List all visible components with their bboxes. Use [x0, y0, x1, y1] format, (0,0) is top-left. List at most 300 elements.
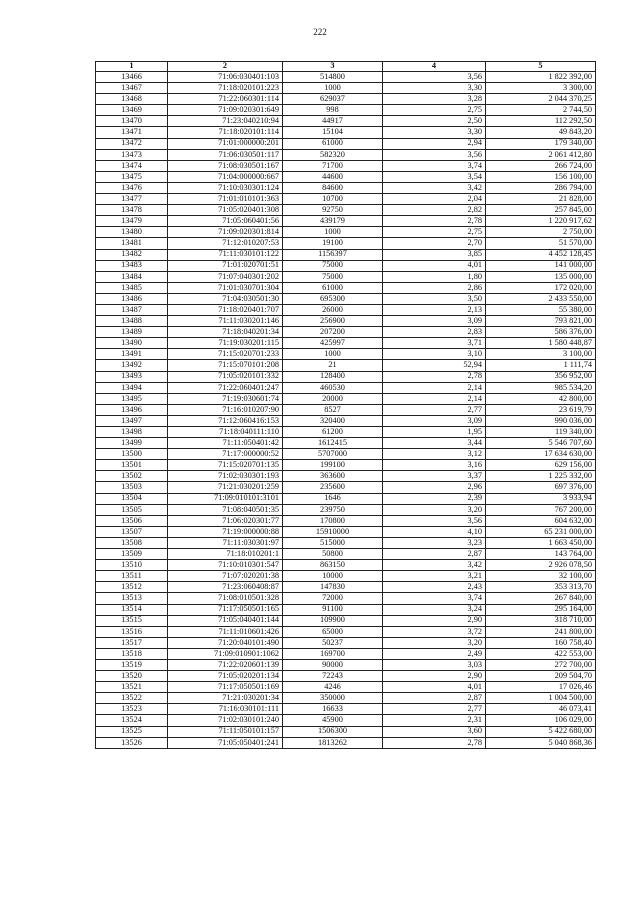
cadastral-number-cell: 71:09:020301:814 [168, 227, 283, 238]
cadastral-number-cell: 71:18:040201:34 [168, 327, 283, 338]
row-number-cell: 13506 [96, 515, 168, 526]
rate-cell: 2,04 [383, 194, 486, 205]
value-cell: 32 100,00 [486, 571, 596, 582]
row-number-cell: 13512 [96, 582, 168, 593]
value-cell: 2 926 078,50 [486, 560, 596, 571]
table-row [96, 360, 596, 371]
area-cell: 239750 [283, 504, 383, 515]
rate-cell: 2,87 [383, 693, 486, 704]
value-cell: 5 040 868,36 [486, 737, 596, 748]
area-cell: 128400 [283, 371, 383, 382]
area-cell: 72243 [283, 671, 383, 682]
table-row [96, 449, 596, 460]
area-cell: 1646 [283, 493, 383, 504]
rate-cell: 3,44 [383, 438, 486, 449]
rate-cell: 2,13 [383, 304, 486, 315]
area-cell: 75000 [283, 271, 383, 282]
area-cell: 1612415 [283, 438, 383, 449]
rate-cell: 2,90 [383, 615, 486, 626]
area-cell: 90000 [283, 659, 383, 670]
area-cell: 61000 [283, 282, 383, 293]
row-number-cell: 13526 [96, 737, 168, 748]
area-cell: 109900 [283, 615, 383, 626]
value-cell: 1 580 448,87 [486, 338, 596, 349]
table-row [96, 715, 596, 726]
row-number-cell: 13524 [96, 715, 168, 726]
rate-cell: 2,87 [383, 549, 486, 560]
area-cell: 44600 [283, 171, 383, 182]
table-row [96, 493, 596, 504]
area-cell: 363600 [283, 471, 383, 482]
table-row [96, 427, 596, 438]
cadastral-number-cell: 71:23:060408:87 [168, 582, 283, 593]
cadastral-number-cell: 71:18:020401:707 [168, 304, 283, 315]
table-row [96, 615, 596, 626]
cadastral-number-cell: 71:11:010601:426 [168, 626, 283, 637]
row-number-cell: 13488 [96, 316, 168, 327]
value-cell: 156 100,00 [486, 171, 596, 182]
cadastral-number-cell: 71:08:010501:328 [168, 593, 283, 604]
table-row [96, 293, 596, 304]
rate-cell: 3,09 [383, 316, 486, 327]
value-cell: 266 724,00 [486, 160, 596, 171]
area-cell: 1156397 [283, 249, 383, 260]
value-cell: 5 422 680,00 [486, 726, 596, 737]
cadastral-number-cell: 71:06:020301:77 [168, 515, 283, 526]
value-cell: 1 822 392,00 [486, 72, 596, 83]
value-cell: 2 433 550,00 [486, 293, 596, 304]
row-number-cell: 13479 [96, 216, 168, 227]
rate-cell: 2,83 [383, 327, 486, 338]
area-cell: 92750 [283, 205, 383, 216]
row-number-cell: 13503 [96, 482, 168, 493]
area-cell: 1000 [283, 349, 383, 360]
rate-cell: 3,20 [383, 504, 486, 515]
row-number-cell: 13515 [96, 615, 168, 626]
row-number-cell: 13496 [96, 404, 168, 415]
table-row [96, 604, 596, 615]
value-cell: 42 800,00 [486, 393, 596, 404]
area-cell: 582320 [283, 149, 383, 160]
value-cell: 422 553,00 [486, 648, 596, 659]
area-cell: 65000 [283, 626, 383, 637]
rate-cell: 3,56 [383, 72, 486, 83]
cadastral-number-cell: 71:09:010101:3101 [168, 493, 283, 504]
value-cell: 318 710,00 [486, 615, 596, 626]
row-number-cell: 13523 [96, 704, 168, 715]
table-row [96, 249, 596, 260]
area-cell: 350000 [283, 693, 383, 704]
area-cell: 425997 [283, 338, 383, 349]
row-number-cell: 13498 [96, 427, 168, 438]
cadastral-number-cell: 71:02:030301:193 [168, 471, 283, 482]
area-cell: 15104 [283, 127, 383, 138]
row-number-cell: 13517 [96, 637, 168, 648]
value-cell: 295 164,00 [486, 604, 596, 615]
table-row [96, 737, 596, 748]
rate-cell: 3,60 [383, 726, 486, 737]
table-row [96, 637, 596, 648]
table-row [96, 116, 596, 127]
table-body [96, 72, 596, 749]
table-row [96, 582, 596, 593]
cadastral-number-cell: 71:01:030701:304 [168, 282, 283, 293]
rate-cell: 52,94 [383, 360, 486, 371]
rate-cell: 3,21 [383, 571, 486, 582]
table-row [96, 83, 596, 94]
area-cell: 10000 [283, 571, 383, 582]
rate-cell: 3,24 [383, 604, 486, 615]
rate-cell: 3,30 [383, 83, 486, 94]
cadastral-number-cell: 71:01:010101:363 [168, 194, 283, 205]
cadastral-number-cell: 71:10:010301:547 [168, 560, 283, 571]
row-number-cell: 13514 [96, 604, 168, 615]
value-cell: 286 794,00 [486, 182, 596, 193]
row-number-cell: 13519 [96, 659, 168, 670]
value-cell: 353 313,70 [486, 582, 596, 593]
cadastral-number-cell: 71:11:030201:146 [168, 316, 283, 327]
table-row [96, 471, 596, 482]
value-cell: 1 663 450,00 [486, 537, 596, 548]
cadastral-number-cell: 71:18:020101:114 [168, 127, 283, 138]
row-number-cell: 13520 [96, 671, 168, 682]
cadastral-number-cell: 71:04:030501:30 [168, 293, 283, 304]
value-cell: 46 073,41 [486, 704, 596, 715]
row-number-cell: 13466 [96, 72, 168, 83]
table-row [96, 704, 596, 715]
table-row [96, 504, 596, 515]
cadastral-number-cell: 71:22:060401:247 [168, 382, 283, 393]
cadastral-number-cell: 71:02:030101:240 [168, 715, 283, 726]
cadastral-number-cell: 71:22:020601:139 [168, 659, 283, 670]
row-number-cell: 13475 [96, 171, 168, 182]
cadastral-number-cell: 71:06:030401:103 [168, 72, 283, 83]
value-cell: 629 156,00 [486, 460, 596, 471]
cadastral-number-cell: 71:07:020201:38 [168, 571, 283, 582]
cadastral-number-cell: 71:01:020701:51 [168, 260, 283, 271]
table-row [96, 349, 596, 360]
area-cell: 1506300 [283, 726, 383, 737]
cadastral-number-cell: 71:22:060301:114 [168, 94, 283, 105]
rate-cell: 2,75 [383, 105, 486, 116]
row-number-cell: 13490 [96, 338, 168, 349]
area-cell: 20000 [283, 393, 383, 404]
cadastral-number-cell: 71:11:050101:157 [168, 726, 283, 737]
value-cell: 106 029,00 [486, 715, 596, 726]
rate-cell: 2,82 [383, 205, 486, 216]
column-header-4: 4 [383, 62, 486, 72]
row-number-cell: 13492 [96, 360, 168, 371]
row-number-cell: 13467 [96, 83, 168, 94]
row-number-cell: 13509 [96, 549, 168, 560]
cadastral-number-cell: 71:12:010207:53 [168, 238, 283, 249]
row-number-cell: 13501 [96, 460, 168, 471]
table-row [96, 682, 596, 693]
row-number-cell: 13481 [96, 238, 168, 249]
table-row [96, 593, 596, 604]
cadastral-number-cell: 71:15:020701:135 [168, 460, 283, 471]
table-row [96, 216, 596, 227]
cadastral-number-cell: 71:21:030201:259 [168, 482, 283, 493]
table-row [96, 105, 596, 116]
cadastral-number-cell: 71:17:000000:52 [168, 449, 283, 460]
column-header-3: 3 [283, 62, 383, 72]
row-number-cell: 13471 [96, 127, 168, 138]
value-cell: 767 200,00 [486, 504, 596, 515]
table-row [96, 238, 596, 249]
row-number-cell: 13495 [96, 393, 168, 404]
value-cell: 3 100,00 [486, 349, 596, 360]
data-table [95, 61, 596, 749]
area-cell: 71700 [283, 160, 383, 171]
value-cell: 49 843,20 [486, 127, 596, 138]
rate-cell: 3,20 [383, 637, 486, 648]
row-number-cell: 13476 [96, 182, 168, 193]
row-number-cell: 13507 [96, 526, 168, 537]
area-cell: 147830 [283, 582, 383, 593]
value-cell: 272 700,00 [486, 659, 596, 670]
row-number-cell: 13473 [96, 149, 168, 160]
row-number-cell: 13472 [96, 138, 168, 149]
table-header-row [96, 62, 596, 72]
table-row [96, 371, 596, 382]
column-header-2: 2 [168, 62, 283, 72]
area-cell: 61200 [283, 427, 383, 438]
area-cell: 72000 [283, 593, 383, 604]
value-cell: 209 504,70 [486, 671, 596, 682]
cadastral-number-cell: 71:05:060401:56 [168, 216, 283, 227]
rate-cell: 3,42 [383, 560, 486, 571]
value-cell: 241 800,00 [486, 626, 596, 637]
cadastral-number-cell: 71:05:050401:241 [168, 737, 283, 748]
area-cell: 4246 [283, 682, 383, 693]
value-cell: 135 000,00 [486, 271, 596, 282]
row-number-cell: 13477 [96, 194, 168, 205]
rate-cell: 2,78 [383, 216, 486, 227]
cadastral-number-cell: 71:11:030101:122 [168, 249, 283, 260]
value-cell: 172 020,00 [486, 282, 596, 293]
value-cell: 2 061 412,80 [486, 149, 596, 160]
area-cell: 1813262 [283, 737, 383, 748]
rate-cell: 1,95 [383, 427, 486, 438]
cadastral-number-cell: 71:05:040401:144 [168, 615, 283, 626]
area-cell: 75000 [283, 260, 383, 271]
table-row [96, 338, 596, 349]
cadastral-number-cell: 71:19:030201:115 [168, 338, 283, 349]
row-number-cell: 13513 [96, 593, 168, 604]
value-cell: 55 380,00 [486, 304, 596, 315]
value-cell: 586 376,00 [486, 327, 596, 338]
table-row [96, 726, 596, 737]
row-number-cell: 13505 [96, 504, 168, 515]
rate-cell: 3,74 [383, 593, 486, 604]
cadastral-number-cell: 71:23:040210:94 [168, 116, 283, 127]
area-cell: 84600 [283, 182, 383, 193]
rate-cell: 2,14 [383, 393, 486, 404]
table-row [96, 626, 596, 637]
rate-cell: 3,56 [383, 149, 486, 160]
rate-cell: 3,37 [383, 471, 486, 482]
rate-cell: 3,42 [383, 182, 486, 193]
cadastral-number-cell: 71:08:030501:167 [168, 160, 283, 171]
table-row [96, 482, 596, 493]
rate-cell: 2,96 [383, 482, 486, 493]
value-cell: 1 111,74 [486, 360, 596, 371]
value-cell: 3 300,00 [486, 83, 596, 94]
row-number-cell: 13504 [96, 493, 168, 504]
rate-cell: 3,50 [383, 293, 486, 304]
row-number-cell: 13482 [96, 249, 168, 260]
value-cell: 119 340,00 [486, 427, 596, 438]
area-cell: 170800 [283, 515, 383, 526]
table-row [96, 282, 596, 293]
cadastral-number-cell: 71:16:030101:111 [168, 704, 283, 715]
rate-cell: 2,70 [383, 238, 486, 249]
area-cell: 10700 [283, 194, 383, 205]
cadastral-number-cell: 71:21:030201:34 [168, 693, 283, 704]
table-row [96, 304, 596, 315]
cadastral-number-cell: 71:15:020701:233 [168, 349, 283, 360]
area-cell: 91100 [283, 604, 383, 615]
rate-cell: 4,10 [383, 526, 486, 537]
value-cell: 697 376,00 [486, 482, 596, 493]
rate-cell: 3,16 [383, 460, 486, 471]
rate-cell: 2,14 [383, 382, 486, 393]
rate-cell: 2,86 [383, 282, 486, 293]
row-number-cell: 13511 [96, 571, 168, 582]
area-cell: 61000 [283, 138, 383, 149]
table-row [96, 382, 596, 393]
row-number-cell: 13485 [96, 282, 168, 293]
value-cell: 1 225 332,00 [486, 471, 596, 482]
row-number-cell: 13521 [96, 682, 168, 693]
area-cell: 514800 [283, 72, 383, 83]
cadastral-number-cell: 71:01:000000:201 [168, 138, 283, 149]
table-row [96, 327, 596, 338]
table-row [96, 393, 596, 404]
cadastral-number-cell: 71:10:030301:124 [168, 182, 283, 193]
value-cell: 604 632,00 [486, 515, 596, 526]
table-row [96, 205, 596, 216]
table-row [96, 549, 596, 560]
value-cell: 1 220 917,62 [486, 216, 596, 227]
cadastral-number-cell: 71:18:020101:223 [168, 83, 283, 94]
row-number-cell: 13500 [96, 449, 168, 460]
value-cell: 1 004 500,00 [486, 693, 596, 704]
rate-cell: 3,12 [383, 449, 486, 460]
row-number-cell: 13516 [96, 626, 168, 637]
value-cell: 356 952,00 [486, 371, 596, 382]
table-row [96, 182, 596, 193]
table-row [96, 537, 596, 548]
value-cell: 179 340,00 [486, 138, 596, 149]
rate-cell: 1,80 [383, 271, 486, 282]
area-cell: 629037 [283, 94, 383, 105]
area-cell: 16633 [283, 704, 383, 715]
value-cell: 2 044 370,25 [486, 94, 596, 105]
rate-cell: 3,74 [383, 160, 486, 171]
value-cell: 51 570,00 [486, 238, 596, 249]
cadastral-number-cell: 71:05:020101:332 [168, 371, 283, 382]
rate-cell: 4,01 [383, 682, 486, 693]
row-number-cell: 13508 [96, 537, 168, 548]
table-row [96, 693, 596, 704]
table-row [96, 659, 596, 670]
value-cell: 112 292,50 [486, 116, 596, 127]
cadastral-number-cell: 71:18:040111:110 [168, 427, 283, 438]
row-number-cell: 13497 [96, 415, 168, 426]
table-row [96, 227, 596, 238]
rate-cell: 2,75 [383, 227, 486, 238]
area-cell: 45900 [283, 715, 383, 726]
cadastral-number-cell: 71:19:030601:74 [168, 393, 283, 404]
cadastral-number-cell: 71:09:020301:649 [168, 105, 283, 116]
row-number-cell: 13494 [96, 382, 168, 393]
value-cell: 23 619,79 [486, 404, 596, 415]
rate-cell: 2,43 [383, 582, 486, 593]
area-cell: 460530 [283, 382, 383, 393]
column-header-5: 5 [486, 62, 596, 72]
cadastral-number-cell: 71:20:040101:490 [168, 637, 283, 648]
row-number-cell: 13469 [96, 105, 168, 116]
value-cell: 2 744,50 [486, 105, 596, 116]
value-cell: 160 758,40 [486, 637, 596, 648]
row-number-cell: 13491 [96, 349, 168, 360]
rate-cell: 2,94 [383, 138, 486, 149]
area-cell: 1000 [283, 227, 383, 238]
area-cell: 998 [283, 105, 383, 116]
cadastral-number-cell: 71:15:070101:208 [168, 360, 283, 371]
area-cell: 1000 [283, 83, 383, 94]
area-cell: 863150 [283, 560, 383, 571]
table-row [96, 72, 596, 83]
cadastral-number-cell: 71:09:010901:1062 [168, 648, 283, 659]
row-number-cell: 13480 [96, 227, 168, 238]
row-number-cell: 13489 [96, 327, 168, 338]
value-cell: 65 231 000,00 [486, 526, 596, 537]
cadastral-number-cell: 71:19:000000:88 [168, 526, 283, 537]
table-row [96, 560, 596, 571]
value-cell: 17 026,46 [486, 682, 596, 693]
area-cell: 235600 [283, 482, 383, 493]
area-cell: 26000 [283, 304, 383, 315]
area-cell: 21 [283, 360, 383, 371]
area-cell: 256900 [283, 316, 383, 327]
value-cell: 990 036,00 [486, 415, 596, 426]
row-number-cell: 13486 [96, 293, 168, 304]
rate-cell: 3,56 [383, 515, 486, 526]
cadastral-number-cell: 71:16:010207:90 [168, 404, 283, 415]
table-row [96, 316, 596, 327]
cadastral-number-cell: 71:11:030301:97 [168, 537, 283, 548]
rate-cell: 3,72 [383, 626, 486, 637]
rate-cell: 3,85 [383, 249, 486, 260]
rate-cell: 3,30 [383, 127, 486, 138]
row-number-cell: 13522 [96, 693, 168, 704]
cadastral-number-cell: 71:11:050401:42 [168, 438, 283, 449]
row-number-cell: 13483 [96, 260, 168, 271]
cadastral-number-cell: 71:12:060416:153 [168, 415, 283, 426]
area-cell: 515000 [283, 537, 383, 548]
area-cell: 695300 [283, 293, 383, 304]
row-number-cell: 13474 [96, 160, 168, 171]
cadastral-number-cell: 71:17:050501:169 [168, 682, 283, 693]
table-row [96, 460, 596, 471]
cadastral-number-cell: 71:07:040301:202 [168, 271, 283, 282]
rate-cell: 2,50 [383, 116, 486, 127]
column-header-1: 1 [96, 62, 168, 72]
rate-cell: 3,28 [383, 94, 486, 105]
